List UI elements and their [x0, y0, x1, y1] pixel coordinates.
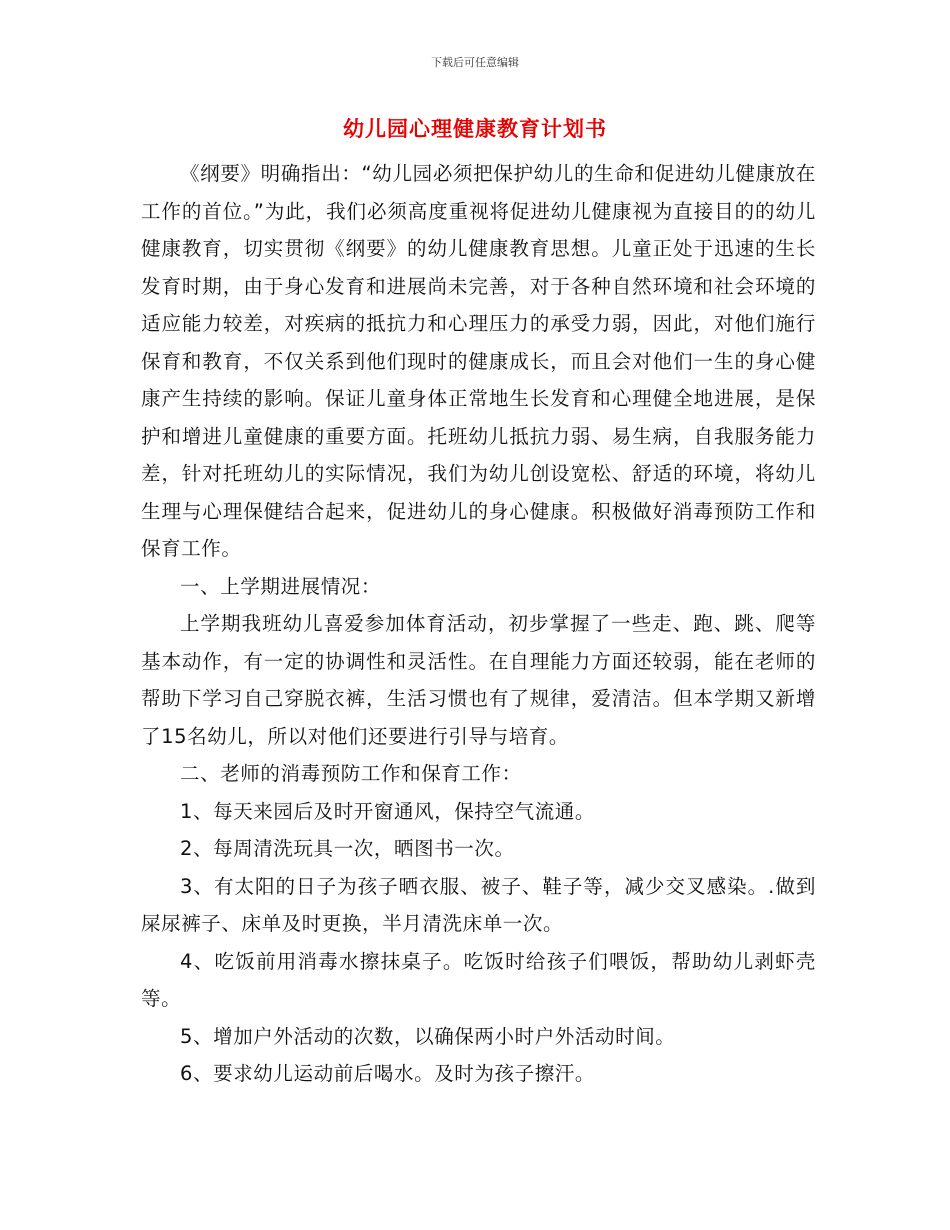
list-item: 6、要求幼儿运动前后喝水。及时为孩子擦汗。 — [180, 1062, 596, 1085]
document-title: 幼儿园心理健康教育计划书 — [343, 117, 607, 141]
section-heading-2: 二、老师的消毒预防工作和保育工作： — [180, 762, 522, 785]
list-item: 3、有太阳的日子为孩子晒衣服、被子、鞋子等，减少交叉感染。.做到屎尿裤子、床单及时更换，半月清洗床单一次。 — [141, 874, 816, 935]
paragraph-last-term: 上学期我班幼儿喜爱参加体育活动，初步掌握了一些走、跑、跳、爬等基本动作，有一定的协调性和灵活性。在自理能力方面还较弱，能在老师的帮助下学习自己穿脱衣裤，生活习惯也有了规律，爱清洁。但本学期又新增了15名幼儿，所以对他们还要进行引导与培育。 — [141, 612, 816, 748]
document-body — [141, 155, 816, 1093]
list-item: 5、增加户外活动的次数，以确保两小时户外活动时间。 — [180, 1024, 676, 1048]
list-item: 1、每天来园后及时开窗通风，保持空气流通。 — [180, 799, 596, 823]
list-item: 2、每周清洗玩具一次，晒图书一次。 — [180, 837, 515, 860]
section-heading-1: 一、上学期进展情况： — [180, 574, 382, 598]
paragraph-intro: 《纲要》明确指出：“幼儿园必须把保护幼儿的生命和促进幼儿健康放在工作的首位。”为此，我们必须高度重视将促进幼儿健康视为直接目的的幼儿健康教育，切实贯彻《纲要》的幼儿健康教育思想。儿童正处于迅速的生长发育时期，由于身心发育和进展尚未完善，对于各种自然环境和社会环境的适应能力较差，对疾病的抵抗力和心理压力的承受力弱，因此，对他们施行保育和教育，不仅关系到他们现时的健康成长，而且会对他们一生的身心健康产生持续的影响。保证儿童身体正常地生长发育和心理健全地进展，是保护和增进儿童健康的重要方面。托班幼儿抵抗力弱、易生病，自我服务能力差，针对托班幼儿的实际情况，我们为幼儿创设宽松、舒适的环境，将幼儿生理与心理保健结合起来，促进幼儿的身心健康。积极做好消毒预防工作和保育工作。 — [141, 162, 816, 560]
list-item: 4、吃饭前用消毒水擦抹桌子。吃饭时给孩子们喂饭，帮助幼儿剥虾壳等。 — [141, 949, 816, 1010]
header-note: 下载后可任意编辑 — [431, 56, 519, 69]
